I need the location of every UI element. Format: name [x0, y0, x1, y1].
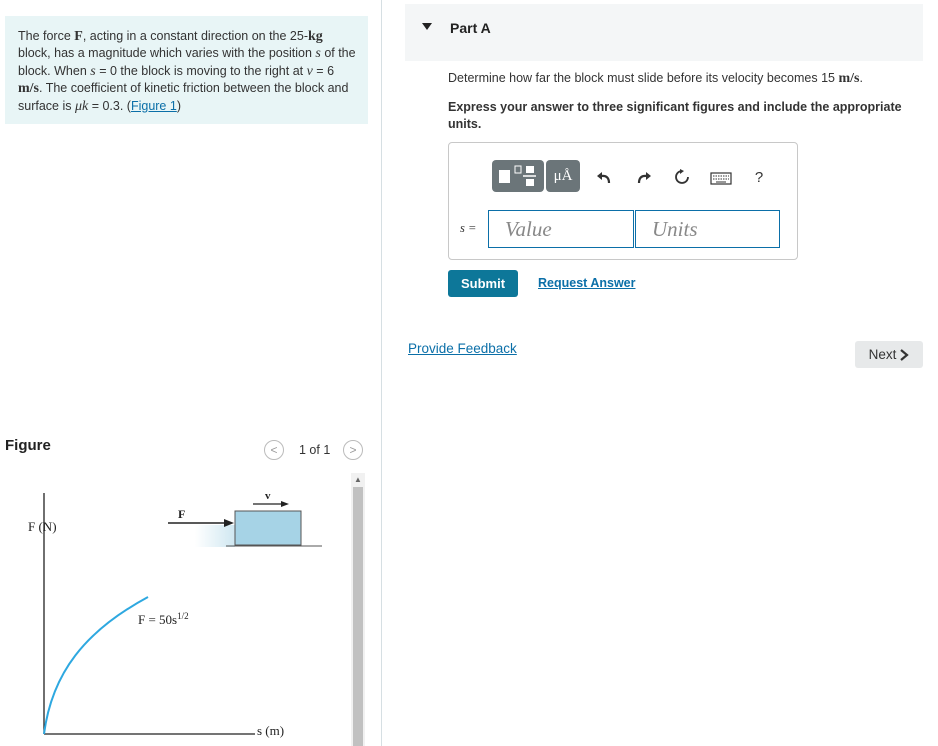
velocity-arrowhead [281, 501, 289, 507]
undo-button[interactable] [594, 167, 614, 187]
symbols-button[interactable] [546, 160, 580, 192]
figure-title: Figure [5, 437, 51, 454]
figure-scroll-thumb[interactable] [353, 487, 363, 746]
undo-icon [596, 169, 612, 185]
caret-down-icon[interactable] [422, 23, 432, 30]
figure-prev-button[interactable] [264, 440, 284, 460]
chevron-left-icon: < [270, 443, 278, 457]
force-label: F [178, 507, 186, 521]
force-curve [44, 597, 148, 734]
help-icon: ? [754, 168, 764, 186]
variable-label: s = [460, 221, 477, 235]
keyboard-button[interactable] [709, 168, 733, 188]
help-button[interactable] [749, 167, 769, 187]
provide-feedback-link[interactable]: Provide Feedback [408, 341, 517, 356]
symbols-label: μÅ [553, 167, 573, 184]
templates-icon [492, 160, 544, 192]
reset-icon [673, 168, 691, 186]
keyboard-icon [710, 171, 732, 185]
request-answer-link[interactable]: Request Answer [538, 276, 636, 290]
templates-button[interactable] [492, 160, 544, 192]
reset-button[interactable] [672, 167, 692, 187]
instruction-text: Express your answer to three significant figures and include the appropriate units. [448, 100, 902, 131]
part-a-title: Part A [450, 20, 491, 36]
equation-label: $F = 50s^{1/2}$ [138, 611, 189, 627]
scroll-up-arrow-icon[interactable]: ▲ [354, 475, 362, 484]
block [235, 511, 301, 545]
submit-button[interactable]: Submit [448, 270, 518, 297]
figure-link[interactable]: Figure 1 [130, 98, 177, 113]
value-placeholder: Value [505, 216, 552, 241]
panel-divider [381, 0, 382, 746]
units-placeholder: Units [652, 216, 698, 241]
redo-button[interactable] [634, 167, 654, 187]
x-axis-label: s (m) [257, 723, 285, 738]
redo-icon [636, 169, 652, 185]
next-label: Next [868, 347, 897, 362]
problem-statement: The force F, acting in a constant direction on the 25-kg block, has a magnitude which varies with the position s of the block. When s = 0 the block is moving to the right at v = 6 m/s. The coefficient of kinetic friction between the block and surface is μk = 0.3. (Figure 1) [5, 16, 368, 124]
figure-next-button[interactable] [343, 440, 363, 460]
question-text: Determine how far the block must slide before its velocity becomes 15 m/s. [448, 71, 863, 86]
velocity-label: v [265, 490, 271, 502]
chevron-right-icon: > [349, 443, 357, 457]
units-input[interactable] [635, 210, 780, 248]
figure-counter: 1 of 1 [299, 443, 331, 457]
y-axis-label: F (N) [28, 519, 57, 534]
chevron-right-icon [899, 349, 909, 361]
value-input[interactable] [488, 210, 634, 248]
figure-diagram [0, 473, 350, 746]
next-button[interactable] [855, 341, 923, 368]
motion-shade [195, 525, 235, 547]
